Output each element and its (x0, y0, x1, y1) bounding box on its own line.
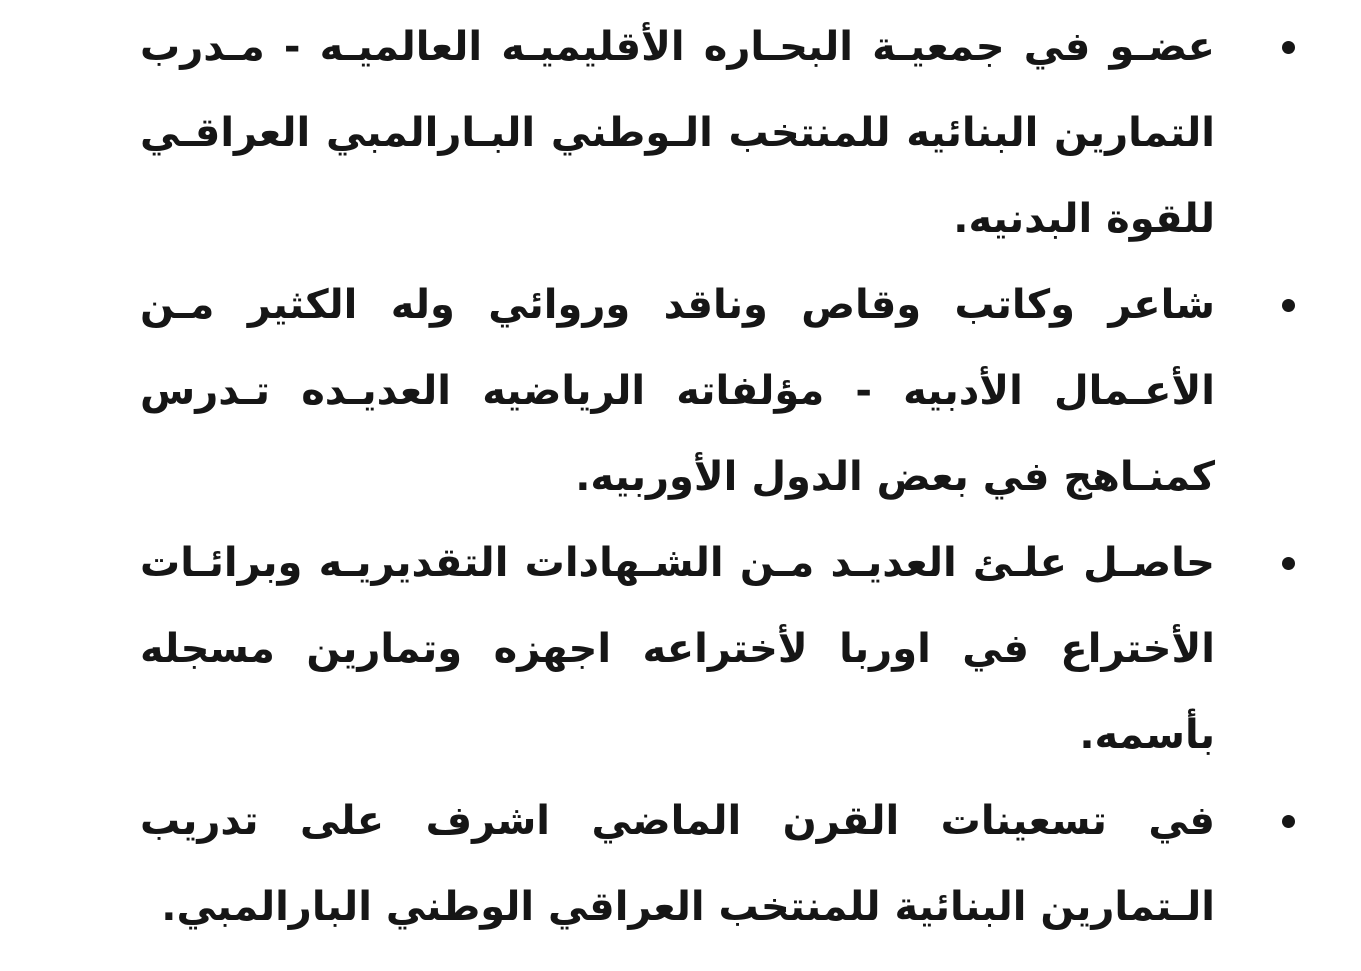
bullet-icon (1282, 299, 1295, 312)
bullet-text: في تسعينات القرن الماضي اشرف على تدريب الـتمارين البنائية للمنتخب العراقي الوطني البارالمبي. (140, 798, 1215, 930)
list-item (140, 4, 1215, 262)
bullet-icon (1282, 557, 1295, 570)
bullet-icon (1282, 41, 1295, 54)
list-item (140, 262, 1215, 520)
bullet-list (140, 4, 1215, 950)
bullet-text: حاصـل علـئ العديـد مـن الشـهادات التقديريـه وبرائـات الأختراع في اوربا لأختراعه اجهزه وتمارين مسجله بأسمه. (140, 540, 1215, 758)
bullet-icon (1282, 815, 1295, 828)
list-item (140, 520, 1215, 778)
bullet-text: عضـو في جمعيـة البحـاره الأقليميـه العالميـه - مـدرب التمارين البنائيه للمنتخب الـوطني البـارالمبي العراقـي للقوة البدنيه. (140, 24, 1215, 242)
list-item (140, 778, 1215, 950)
bullet-text: شاعر وكاتب وقاص وناقد وروائي وله الكثير مـن الأعـمال الأدبيه - مؤلفاته الرياضيه العديـده تـدرس كمنـاهج في بعض الدول الأوربيه. (140, 282, 1215, 500)
